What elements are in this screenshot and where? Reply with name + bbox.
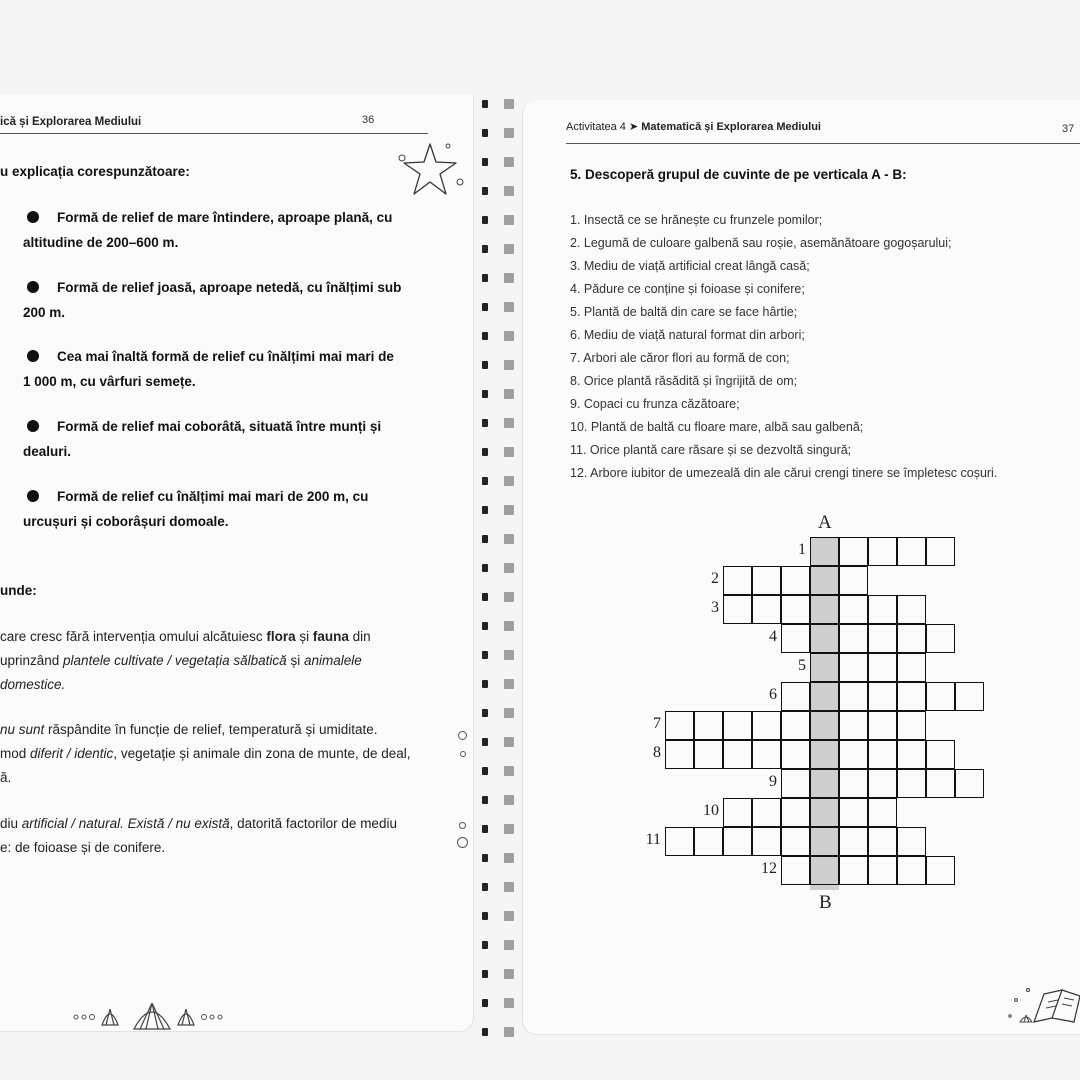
bullet-icon [27,281,39,293]
crossword-cell[interactable] [665,740,694,769]
crossword-key-cell[interactable] [839,537,868,566]
crossword-cell[interactable] [723,711,752,740]
crossword-cell[interactable] [868,595,897,624]
crossword-cell[interactable] [723,740,752,769]
definition-item[interactable]: Formă de relief mai coborâtă, situată între munți și dealuri. [23,419,382,459]
crossword-cell[interactable] [781,682,810,711]
answer-instruction: unde: [0,583,37,598]
crossword-cell[interactable] [868,537,897,566]
crossword-cell[interactable] [781,624,810,653]
spiral-coil [478,359,520,371]
crossword-cell[interactable] [868,769,897,798]
crossword-cell[interactable] [665,711,694,740]
definition-item[interactable]: Cea mai înaltă formă de relief cu înălțimi mai mari de 1 000 m, cu vârfuri semețe. [23,349,394,389]
crossword-key-cell[interactable] [839,711,868,740]
crossword-cell[interactable] [868,682,897,711]
crossword-cell[interactable] [781,595,810,624]
crossword-cell[interactable] [810,653,839,682]
right-page-number: 37 [1062,123,1075,135]
starfish-icon [396,138,466,202]
spiral-coil [478,243,520,255]
crossword-cell[interactable] [810,682,839,711]
crossword-row-number: 2 [711,570,719,587]
crossword-cell[interactable] [781,711,810,740]
left-page-number: 36 [362,114,375,126]
crossword-cell[interactable] [897,624,926,653]
spiral-coil [478,533,520,545]
crossword-row-number: 7 [653,715,661,732]
spiral-coil [478,475,520,487]
crossword-cell[interactable] [810,537,839,566]
crossword-row-number: 9 [769,773,777,790]
crossword-cell[interactable] [868,827,897,856]
bullet-icon [27,490,39,502]
exercise-title: 5. Descoperă grupul de cuvinte de pe verticala A - B: [570,167,907,182]
spiral-coil [478,591,520,603]
crossword-cell[interactable] [752,595,781,624]
crossword-cell[interactable] [781,827,810,856]
spiral-coil [478,417,520,429]
match-instruction: u explicația corespunzătoare: [0,164,190,179]
crossword-cell[interactable] [694,740,723,769]
spiral-coil [478,678,520,690]
crossword-cell[interactable] [694,711,723,740]
clue-item: 4. Pădure ce conține și foioase și conifere; [570,282,805,296]
definition-item[interactable]: Formă de relief joasă, aproape netedă, cu înălțimi sub 200 m. [23,280,402,320]
crossword-key-cell[interactable] [839,827,868,856]
crossword-cell[interactable] [810,711,839,740]
crossword-cell[interactable] [781,769,810,798]
spiral-coil [478,214,520,226]
clue-item: 6. Mediu de viață natural format din arbori; [570,328,805,342]
crossword-cell[interactable] [897,856,926,885]
clue-item: 5. Plantă de baltă din care se face hârtie; [570,305,798,319]
clue-item: 7. Arbori ale căror flori au formă de con; [570,351,790,365]
crossword-row-number: 8 [653,744,661,761]
crossword-cell[interactable] [781,740,810,769]
clue-item: 8. Orice plantă răsădită și îngrijită de om; [570,374,798,388]
open-book-icon [1004,982,1080,1030]
binding-hole [458,731,467,740]
left-page-header: ică și Explorarea Mediului [0,116,142,128]
spiral-coil [478,156,520,168]
spiral-coil [478,852,520,864]
crossword-cell[interactable] [810,798,839,827]
crossword-cell[interactable] [897,711,926,740]
crossword-row-number: 4 [769,628,777,645]
spiral-coil [478,185,520,197]
crossword-cell[interactable] [897,740,926,769]
spiral-coil [478,881,520,893]
clue-item: 12. Arbore iubitor de umezeală din ale cărui crengi tinere se împletesc coșuri. [570,466,998,480]
right-page-header: Activitatea 4 ➤ Matematică și Explorarea Mediului [566,121,821,133]
spiral-coil [478,620,520,632]
crossword-row-number: 11 [645,831,661,848]
crossword-cell[interactable] [723,595,752,624]
crossword-cell[interactable] [868,856,897,885]
crossword-cell[interactable] [926,682,955,711]
crossword-cell[interactable] [955,769,984,798]
crossword-cell[interactable] [926,624,955,653]
crossword-key-cell[interactable] [839,798,868,827]
spiral-coil [478,939,520,951]
crossword-cell[interactable] [810,624,839,653]
crossword-cell[interactable] [781,566,810,595]
paragraph-3: diu artificial / natural. Există / nu există, datorită factorilor de mediu e: de foioase și de conifere. [0,816,397,855]
spiral-coil [478,504,520,516]
spiral-coil [478,707,520,719]
spiral-coil [478,649,520,661]
right-header-rule [566,143,1080,144]
crossword-cell[interactable] [752,566,781,595]
crossword-cell[interactable] [810,769,839,798]
clue-item: 9. Copaci cu frunza căzătoare; [570,397,740,411]
bullet-icon [27,211,39,223]
binding-hole [460,751,466,757]
crossword-cell[interactable] [752,798,781,827]
spiral-coil [478,997,520,1009]
crossword-key-cell[interactable] [839,653,868,682]
crossword-cell[interactable] [897,653,926,682]
crossword-cell[interactable] [752,711,781,740]
crossword-cell[interactable] [723,566,752,595]
crossword-cell[interactable] [810,740,839,769]
clue-item: 10. Plantă de baltă cu floare mare, albă sau galbenă; [570,420,864,434]
crossword-row-number: 3 [711,599,719,616]
crossword-key-cell[interactable] [839,595,868,624]
crossword-cell[interactable] [955,682,984,711]
spiral-coil [478,330,520,342]
binding-hole [457,837,468,848]
crossword-cell[interactable] [926,537,955,566]
crossword-cell[interactable] [868,740,897,769]
crossword-cell[interactable] [926,740,955,769]
spiral-coil [478,794,520,806]
crossword-key-cell[interactable] [839,566,868,595]
crossword-cell[interactable] [781,856,810,885]
crossword-cell[interactable] [810,827,839,856]
spiral-coil [478,98,520,110]
crossword-cell[interactable] [897,595,926,624]
clue-item: 1. Insectă ce se hrănește cu frunzele pomilor; [570,213,823,227]
bullet-icon [27,350,39,362]
crossword-cell[interactable] [694,827,723,856]
binding-hole [459,822,466,829]
crossword-key-cell[interactable] [839,682,868,711]
crossword-key-cell[interactable] [839,769,868,798]
crossword-row-number: 1 [798,541,806,558]
paragraph-1: care cresc fără intervenția omului alcătuiesc flora și fauna din uprinzând plantele cultivate / vegetația sălbatică și animalele domestice. [0,629,371,692]
spiral-coil [478,272,520,284]
crossword-cell[interactable] [897,827,926,856]
crossword-cell[interactable] [897,682,926,711]
spiral-coil [478,446,520,458]
crossword-cell[interactable] [723,798,752,827]
crossword-cell[interactable] [752,740,781,769]
crossword-cell[interactable] [897,537,926,566]
crossword-cell[interactable] [868,798,897,827]
arrow-right-icon: ➤ [628,121,639,133]
crossword-cell[interactable] [781,798,810,827]
definition-item[interactable]: Formă de relief cu înălțimi mai mari de 200 m, cu urcușuri și coborâșuri domoale. [23,489,369,529]
crossword-key-cell[interactable] [839,740,868,769]
spiral-coil [478,301,520,313]
crossword-row-number: 5 [798,657,806,674]
definition-item[interactable]: Formă de relief de mare întindere, aproape plană, cu altitudine de 200–600 m. [23,210,393,250]
crossword-key-cell[interactable] [839,856,868,885]
crossword-cell[interactable] [868,711,897,740]
clue-item: 3. Mediu de viață artificial creat lângă casă; [570,259,810,273]
shell-icon [70,995,240,1035]
crossword-cell[interactable] [665,827,694,856]
clue-item: 11. Orice plantă care răsare și se dezvoltă singură; [570,443,852,457]
crossword-cell[interactable] [752,827,781,856]
crossword-cell[interactable] [868,653,897,682]
crossword-cell[interactable] [810,566,839,595]
crossword-cell[interactable] [926,769,955,798]
crossword-cell[interactable] [810,856,839,885]
paragraph-2: nu sunt răspândite în funcție de relief, temperatură și umiditate. mod diferit / identic, vegetație și animale din zona de munte, de deal, ă. [0,722,411,785]
clue-item: 2. Legumă de culoare galbenă sau roșie, asemănătoare gogoșarului; [570,236,952,250]
crossword-key-cell[interactable] [839,624,868,653]
spiral-coil [478,736,520,748]
crossword-row-number: 10 [703,802,719,819]
left-header-rule [0,133,428,134]
crossword-row-number: 12 [761,860,777,877]
crossword-cell[interactable] [810,595,839,624]
crossword-cell[interactable] [897,769,926,798]
spiral-coil [478,562,520,574]
crossword-cell[interactable] [926,856,955,885]
bullet-icon [27,420,39,432]
spiral-coil [478,823,520,835]
spiral-coil [478,968,520,980]
crossword-cell[interactable] [723,827,752,856]
column-label-a: A [818,512,832,533]
column-label-b: B [819,892,832,913]
spiral-coil [478,910,520,922]
crossword-cell[interactable] [868,624,897,653]
spiral-coil [478,127,520,139]
spiral-coil [478,388,520,400]
spiral-coil [478,765,520,777]
spiral-coil [478,1026,520,1038]
crossword-row-number: 6 [769,686,777,703]
